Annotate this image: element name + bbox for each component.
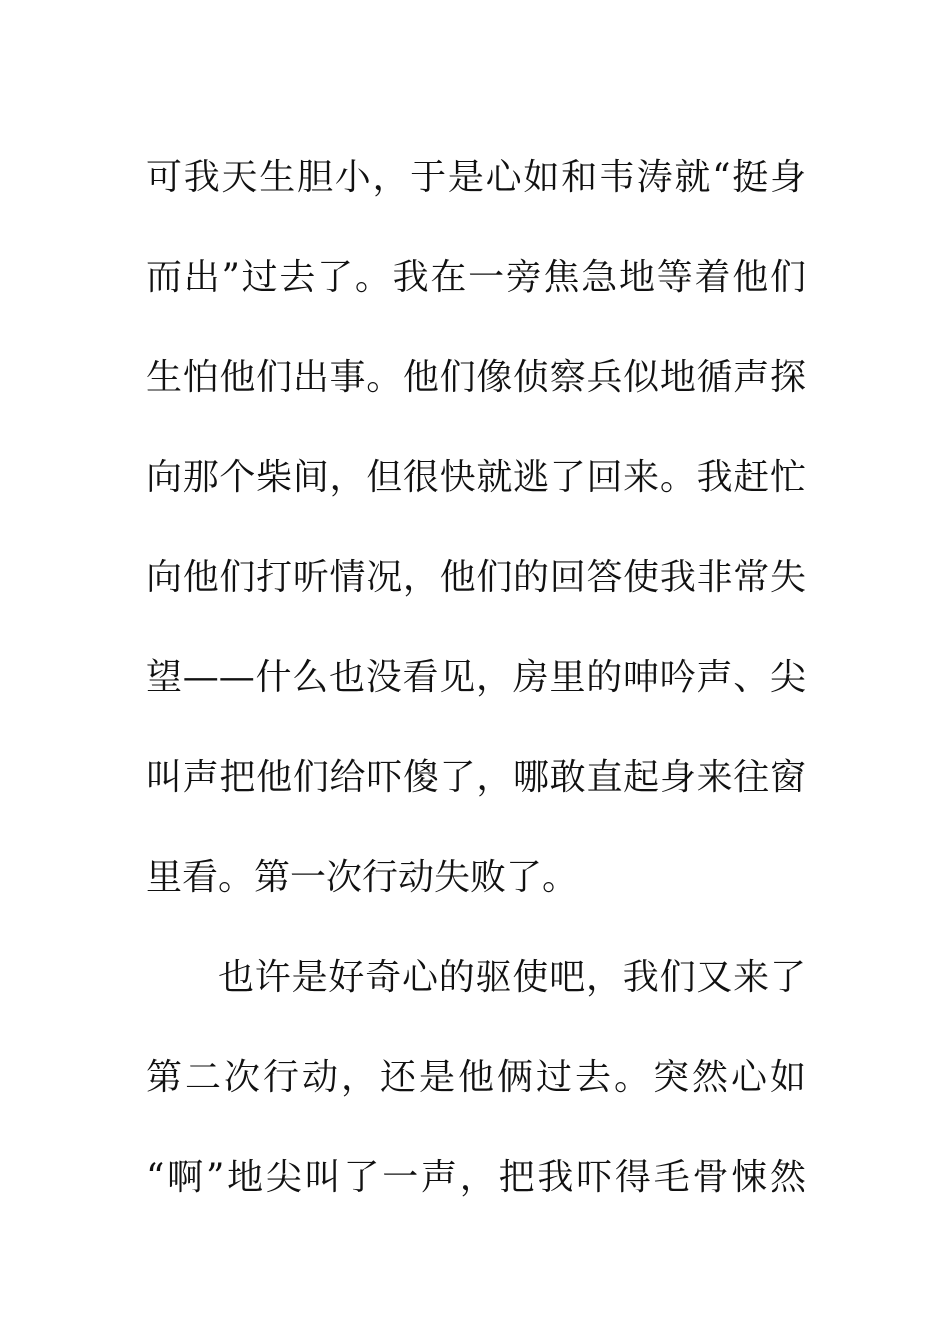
text-line: 而出”过去了。我在一旁焦急地等着他们 bbox=[146, 257, 806, 298]
text-line: 可我天生胆小，于是心如和韦涛就“挺身 bbox=[146, 157, 806, 198]
body-text bbox=[146, 128, 806, 1228]
text-line: 生怕他们出事。他们像侦察兵似地循声探 bbox=[146, 357, 806, 398]
text-line: 叫声把他们给吓傻了，哪敢直起身来往窗 bbox=[146, 757, 806, 798]
text-line: 望——什么也没看见，房里的呻吟声、尖 bbox=[146, 657, 806, 698]
text-line-paragraph-start: 也许是好奇心的驱使吧，我们又来了 bbox=[218, 957, 806, 998]
text-line: “啊”地尖叫了一声，把我吓得毛骨悚然 bbox=[146, 1157, 806, 1198]
text-line: 第二次行动，还是他俩过去。突然心如 bbox=[146, 1057, 806, 1098]
text-line-paragraph-end: 里看。第一次行动失败了。 bbox=[146, 857, 579, 898]
text-line: 向他们打听情况，他们的回答使我非常失 bbox=[146, 557, 806, 598]
text-line: 向那个柴间，但很快就逃了回来。我赶忙 bbox=[146, 457, 806, 498]
